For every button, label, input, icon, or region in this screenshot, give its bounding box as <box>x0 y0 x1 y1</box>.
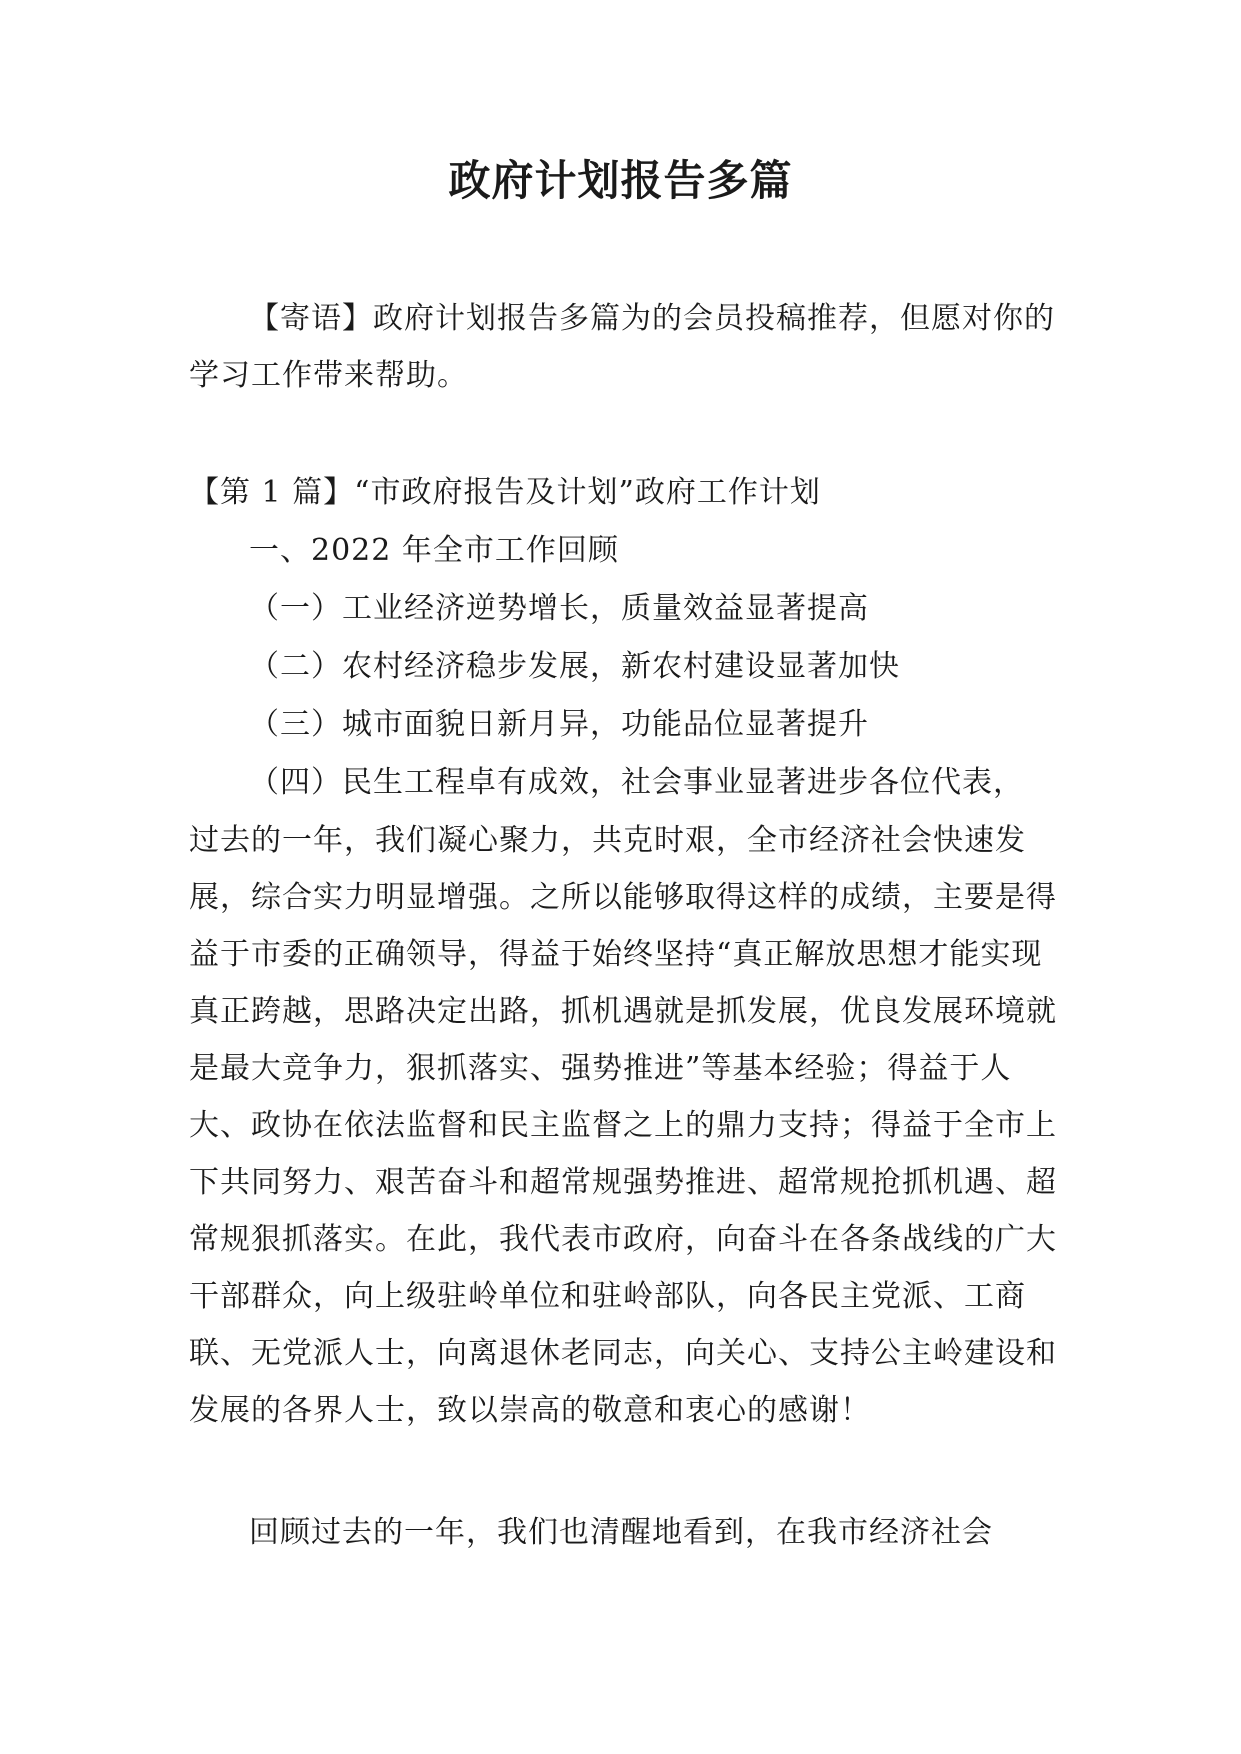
closing-paragraph: 回顾过去的一年，我们也清醒地看到，在我市经济社会 <box>249 1515 993 1550</box>
document-title: 政府计划报告多篇 <box>448 156 793 205</box>
main-paragraph: 过去的一年，我们凝心聚力，共克时艰，全市经济社会快速发展，综合实力明显增强。之所以能够取得这样的成绩，主要是得益于市委的正确领导，得益于始终坚持“真正解放思想才能实现真正跨越，思路决定出路，抓机遇就是抓发展，优良发展环境就是最大竞争力，狠抓落实、强势推进”等基本经验；得益于人大、政协在依法监督和民主监督之上的鼎力支持；得益于全市上下共同努力、艰苦奋斗和超常规强势推进、超常规抢抓机遇、超常规狠抓落实。在此，我代表市政府，向奋斗在各条战线的广大干部群众，向上级驻岭单位和驻岭部队，向各民主党派、工商联、无党派人士，向离退休老同志，向关心、支持公主岭建设和发展的各界人士，致以崇高的敬意和衷心的感谢！ <box>189 823 1057 1428</box>
outline-part-one: 一、2022 年全市工作回顾 <box>249 533 619 568</box>
outline-item-4: （四）民生工程卓有成效，社会事业显著进步各位代表， <box>249 765 1024 800</box>
outline-item-3: （三）城市面貌日新月异，功能品位显著提升 <box>249 707 869 742</box>
outline-item-1: （一）工业经济逆势增长，质量效益显著提高 <box>249 591 869 626</box>
outline-item-2: （二）农村经济稳步发展，新农村建设显著加快 <box>249 649 900 684</box>
section-heading: 【第 1 篇】“市政府报告及计划”政府工作计划 <box>189 475 821 510</box>
foreword-paragraph: 【寄语】政府计划报告多篇为的会员投稿推荐，但愿对你的学习工作带来帮助。 <box>189 301 1055 393</box>
